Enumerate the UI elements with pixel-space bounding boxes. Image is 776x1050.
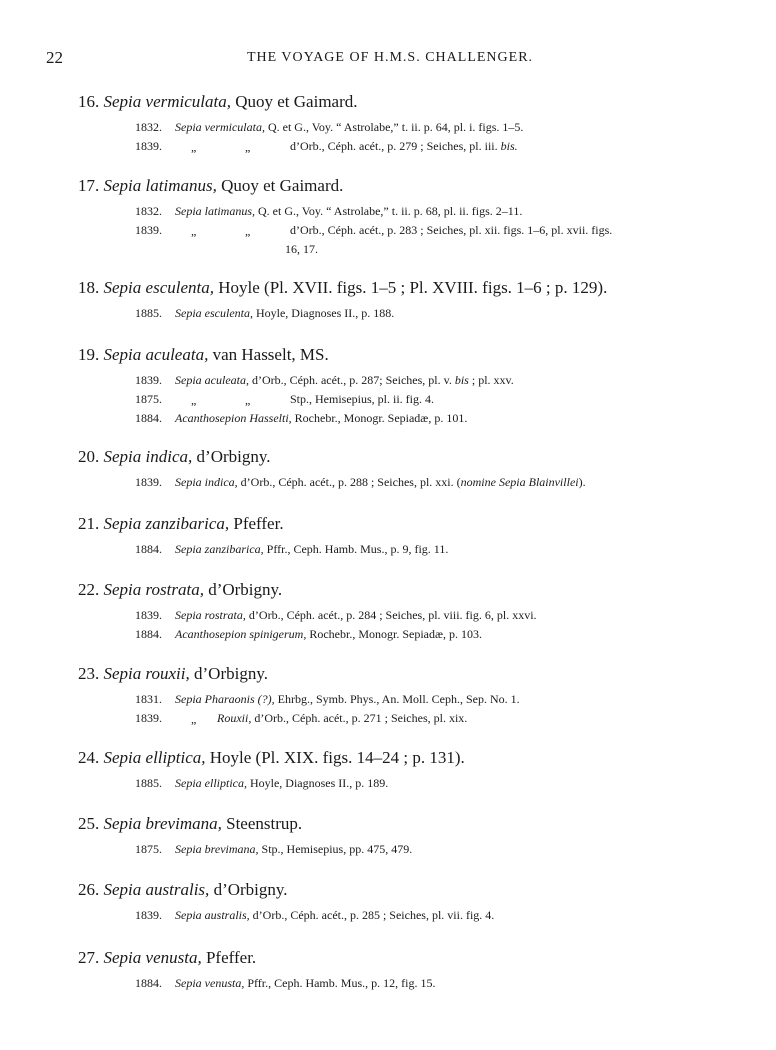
citation-reference: d’Orb., Céph. acét., p. 288 ; Seiches, pl. xxi. (: [237, 475, 461, 489]
citation-text: [175, 542, 448, 557]
citation-year: 1832.: [135, 120, 162, 134]
citation-line: [135, 306, 735, 325]
species-heading: [78, 514, 284, 534]
citation-year: 1884.: [135, 411, 162, 425]
species-author: Pfeffer.: [229, 514, 284, 533]
genus-name: Sepia: [103, 514, 142, 533]
entry-number: 17.: [78, 176, 100, 195]
species-epithet: aculeata,: [145, 345, 209, 364]
citation-reference: Hoyle, Diagnoses II., p. 189.: [246, 776, 389, 790]
citation-year: 1839.: [135, 608, 162, 622]
species-heading: [78, 948, 256, 968]
ditto-mark: „: [191, 712, 197, 726]
cited-name: Sepia vermiculata,: [175, 120, 265, 134]
citation-year: 1875.: [135, 842, 162, 856]
citation-year: 1839.: [135, 139, 162, 153]
citation-year: 1885.: [135, 776, 162, 790]
ditto-mark: „: [245, 140, 251, 154]
species-author: d’Orbigny.: [192, 447, 271, 466]
citation-line: [135, 204, 735, 223]
species-author: d’Orbigny.: [189, 664, 268, 683]
citation-reference-tail: ).: [578, 475, 586, 489]
species-epithet: australis,: [145, 880, 210, 899]
genus-name: Sepia: [103, 748, 142, 767]
citation-text: [175, 692, 520, 707]
citation-line: [135, 692, 735, 711]
citation-text: [175, 204, 522, 219]
citation-reference: d’Orb., Céph. acét., p. 285 ; Seiches, pl. vii. fig. 4.: [249, 908, 495, 922]
citation-reference: d’Orb., Céph. acét., p. 284 ; Seiches, pl. viii. fig. 6, pl. xxvi.: [245, 608, 537, 622]
citation-year: 1875.: [135, 392, 162, 406]
species-heading: [78, 880, 288, 900]
citation-italic-note: nomine Sepia Blainvillei: [460, 475, 579, 489]
ditto-mark: „: [191, 393, 197, 407]
citation-text: [175, 842, 412, 857]
entry-number: 25.: [78, 814, 100, 833]
species-author: Pfeffer.: [201, 948, 257, 967]
citation-line: [135, 842, 735, 861]
cited-name: Sepia australis,: [175, 908, 250, 922]
cited-name: Rouxii,: [217, 711, 252, 725]
genus-name: Sepia: [103, 345, 142, 364]
species-heading: [78, 580, 282, 600]
species-heading: [78, 748, 465, 768]
species-epithet: brevimana,: [145, 814, 222, 833]
cited-name: Sepia latimanus,: [175, 204, 255, 218]
citation-line: [135, 411, 735, 430]
species-epithet: zanzibarica,: [145, 514, 230, 533]
cited-name: Sepia elliptica,: [175, 776, 247, 790]
entry-number: 24.: [78, 748, 100, 767]
cited-name: Sepia aculeata,: [175, 373, 249, 387]
species-author: Steenstrup.: [221, 814, 303, 833]
page-header: [0, 0, 776, 90]
cited-name: Acanthosepion spinigerum,: [175, 627, 307, 641]
citation-line: [135, 242, 735, 261]
synonymy-list: [135, 542, 735, 561]
citation-reference: Stp., Hemisepius, pp. 475, 479.: [258, 842, 413, 856]
citation-year: 1831.: [135, 692, 162, 706]
synonymy-list: [135, 120, 735, 158]
citation-reference: d’Orb., Céph. acét., p. 271 ; Seiches, pl. xix.: [251, 711, 468, 725]
citation-text: [175, 120, 523, 135]
species-heading: [78, 176, 343, 196]
citation-reference: Q. et G., Voy. “ Astrolabe,” t. ii. p. 68, pl. ii. figs. 2–11.: [255, 204, 523, 218]
citation-text: [217, 711, 467, 726]
citation-reference: Pffr., Ceph. Hamb. Mus., p. 9, fig. 11.: [263, 542, 449, 556]
synonymy-list: [135, 204, 735, 261]
species-heading: [78, 278, 607, 298]
citation-year: 1839.: [135, 475, 162, 489]
citation-continuation: 16, 17.: [285, 242, 318, 256]
citation-line: [135, 475, 735, 494]
species-author: Hoyle (Pl. XVII. figs. 1–5 ; Pl. XVIII. figs. 1–6 ; p. 129).: [213, 278, 608, 297]
citation-line: [135, 139, 735, 158]
species-author: Quoy et Gaimard.: [230, 92, 358, 111]
cited-name: Sepia brevimana,: [175, 842, 259, 856]
entry-number: 22.: [78, 580, 100, 599]
citation-year: 1884.: [135, 627, 162, 641]
species-heading: [78, 92, 358, 112]
species-author: Hoyle (Pl. XIX. figs. 14–24 ; p. 131).: [205, 748, 465, 767]
ditto-mark: „: [245, 393, 251, 407]
entry-number: 27.: [78, 948, 100, 967]
synonymy-list: [135, 976, 735, 995]
citation-reference: Rochebr., Monogr. Sepiadæ, p. 103.: [306, 627, 482, 641]
citation-line: [135, 627, 735, 646]
genus-name: Sepia: [103, 580, 142, 599]
species-heading: [78, 345, 329, 365]
citation-line: [135, 776, 735, 795]
citation-line: [135, 223, 735, 242]
cited-name: Acanthosepion Hasselti,: [175, 411, 292, 425]
synonymy-list: [135, 475, 735, 494]
entry-number: 23.: [78, 664, 100, 683]
entry-number: 20.: [78, 447, 100, 466]
cited-name: Sepia Pharaonis (?),: [175, 692, 275, 706]
citation-reference: Hoyle, Diagnoses II., p. 188.: [252, 306, 395, 320]
running-title: THE VOYAGE OF H.M.S. CHALLENGER.: [246, 50, 534, 65]
species-author: van Hasselt, MS.: [208, 345, 329, 364]
cited-name: Sepia venusta,: [175, 976, 245, 990]
cited-name: Sepia esculenta,: [175, 306, 253, 320]
species-epithet: latimanus,: [145, 176, 217, 195]
citation-reference-tail: ; pl. xxv.: [468, 373, 514, 387]
species-epithet: indica,: [145, 447, 193, 466]
genus-name: Sepia: [103, 278, 142, 297]
citation-text: [290, 223, 612, 238]
synonymy-list: [135, 306, 735, 325]
genus-name: Sepia: [103, 948, 142, 967]
entry-number: 26.: [78, 880, 100, 899]
entry-number: 19.: [78, 345, 100, 364]
species-epithet: esculenta,: [145, 278, 214, 297]
synonymy-list: [135, 692, 735, 730]
genus-name: Sepia: [103, 176, 142, 195]
citation-reference: d’Orb., Céph. acét., p. 287; Seiches, pl. v.: [248, 373, 455, 387]
species-epithet: vermiculata,: [145, 92, 231, 111]
citation-line: [135, 711, 735, 730]
citation-line: [135, 608, 735, 627]
citation-text: [175, 373, 514, 388]
citation-year: 1839.: [135, 908, 162, 922]
ditto-mark: „: [191, 140, 197, 154]
genus-name: Sepia: [103, 664, 142, 683]
synonymy-list: [135, 776, 735, 795]
citation-text: [175, 608, 537, 623]
citation-line: [135, 373, 735, 392]
citation-text: [175, 976, 435, 991]
citation-text: [290, 139, 518, 154]
genus-name: Sepia: [103, 92, 142, 111]
citation-year: 1832.: [135, 204, 162, 218]
species-epithet: elliptica,: [145, 748, 206, 767]
genus-name: Sepia: [103, 447, 142, 466]
cited-name: Sepia rostrata,: [175, 608, 246, 622]
entry-number: 18.: [78, 278, 100, 297]
species-heading: [78, 664, 268, 684]
page-number: 22: [46, 48, 63, 67]
citation-text: [175, 627, 482, 642]
citation-italic-note: bis: [454, 373, 469, 387]
citation-text: [290, 392, 434, 407]
citation-reference: Stp., Hemisepius, pl. ii. fig. 4.: [290, 392, 434, 406]
citation-line: [135, 120, 735, 139]
citation-line: [135, 542, 735, 561]
genus-name: Sepia: [103, 880, 142, 899]
cited-name: Sepia zanzibarica,: [175, 542, 264, 556]
synonymy-list: [135, 608, 735, 646]
species-epithet: rouxii,: [145, 664, 190, 683]
citation-reference: Pffr., Ceph. Hamb. Mus., p. 12, fig. 15.: [244, 976, 436, 990]
synonymy-list: [135, 842, 735, 861]
citation-year: 1839.: [135, 711, 162, 725]
citation-year: 1885.: [135, 306, 162, 320]
entry-number: 21.: [78, 514, 100, 533]
genus-name: Sepia: [103, 814, 142, 833]
citation-year: 1839.: [135, 373, 162, 387]
species-heading: [78, 814, 302, 834]
species-heading: [78, 447, 271, 467]
species-epithet: rostrata,: [145, 580, 204, 599]
cited-name: Sepia indica,: [175, 475, 238, 489]
species-author: Quoy et Gaimard.: [216, 176, 344, 195]
species-author: d’Orbigny.: [203, 580, 283, 599]
citation-reference: d’Orb., Céph. acét., p. 279 ; Seiches, pl. iii.: [290, 139, 501, 153]
citation-italic-note: bis.: [500, 139, 518, 153]
citation-text: [175, 475, 586, 490]
citation-text: [175, 908, 494, 923]
ditto-mark: „: [245, 224, 251, 238]
citation-text: [175, 776, 388, 791]
synonymy-list: [135, 908, 735, 927]
citation-year: 1884.: [135, 542, 162, 556]
entry-number: 16.: [78, 92, 100, 111]
citation-text: [175, 411, 467, 426]
ditto-mark: „: [191, 224, 197, 238]
citation-text: [175, 306, 394, 321]
species-epithet: venusta,: [145, 948, 202, 967]
citation-reference: Rochebr., Monogr. Sepiadæ, p. 101.: [291, 411, 468, 425]
citation-line: [135, 908, 735, 927]
citation-year: 1839.: [135, 223, 162, 237]
citation-line: [135, 392, 735, 411]
citation-line: [135, 976, 735, 995]
species-author: d’Orbigny.: [209, 880, 288, 899]
citation-year: 1884.: [135, 976, 162, 990]
citation-reference: d’Orb., Céph. acét., p. 283 ; Seiches, pl. xii. figs. 1–6, pl. xvii. figs.: [290, 223, 613, 237]
citation-reference: Q. et G., Voy. “ Astrolabe,” t. ii. p. 64, pl. i. figs. 1–5.: [264, 120, 524, 134]
synonymy-list: [135, 373, 735, 430]
citation-reference: Ehrbg., Symb. Phys., An. Moll. Ceph., Sep. No. 1.: [274, 692, 520, 706]
